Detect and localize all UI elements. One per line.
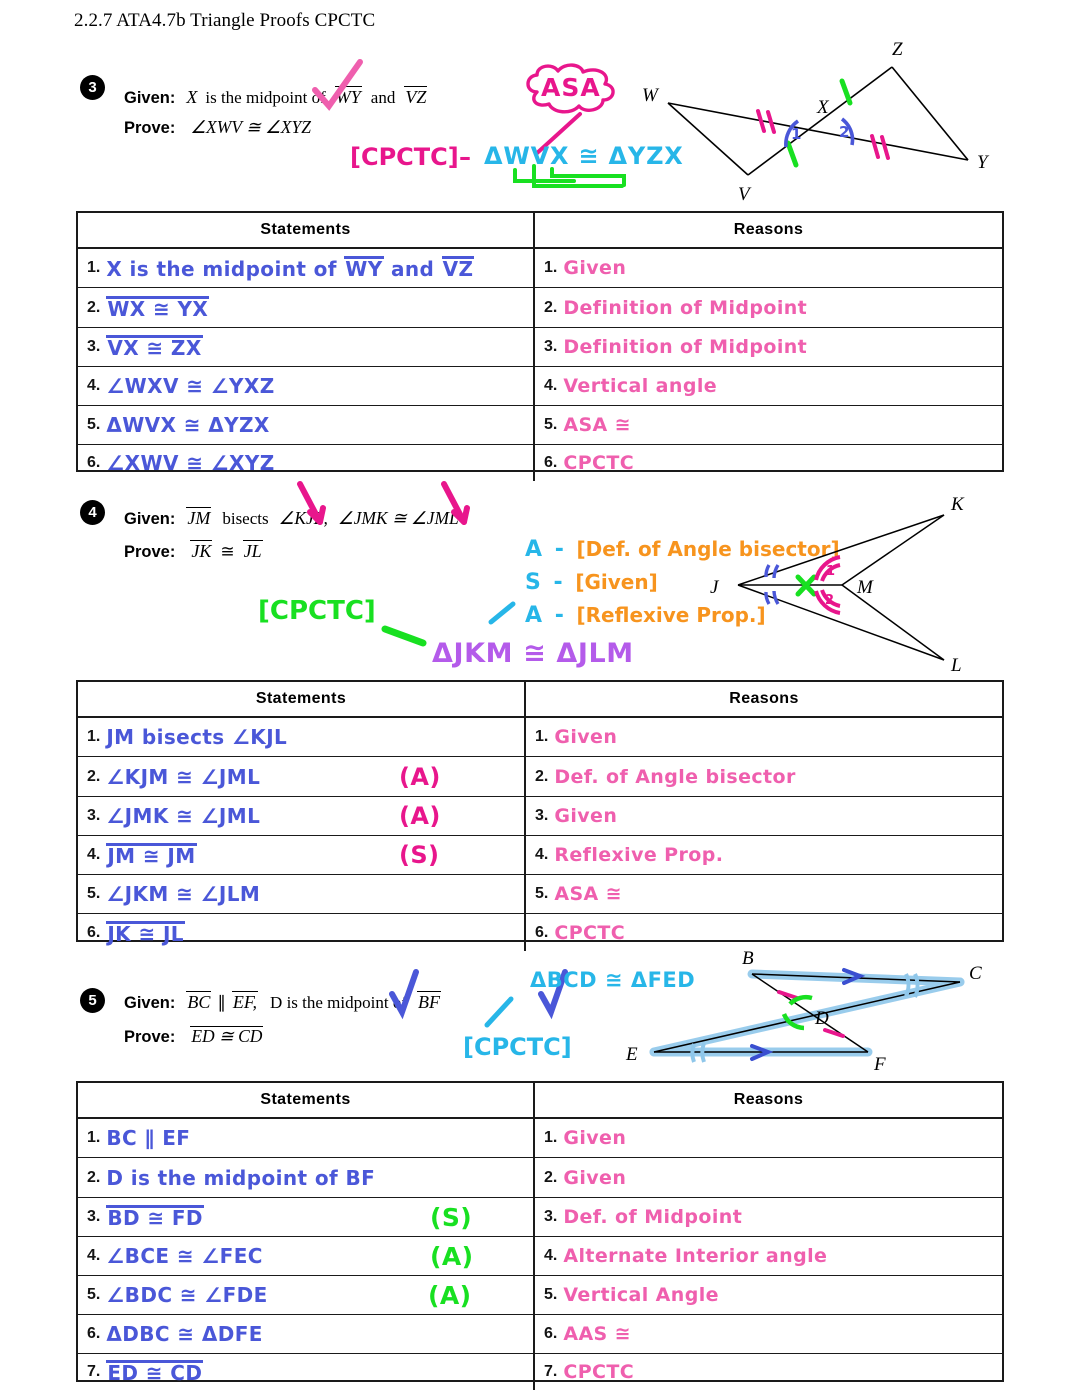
congruence-statement-5: ΔBCD ≅ ΔFED <box>530 968 696 992</box>
table-row <box>78 1315 1002 1354</box>
problem-3-given <box>124 86 427 108</box>
statement-text: D is the midpoint of BF <box>106 1165 376 1190</box>
statement-text: ∠BCE ≅ ∠FEC <box>106 1244 263 1268</box>
reason-number: 2. <box>544 1168 558 1186</box>
table-row <box>78 757 1002 797</box>
problem-number-3: 3 <box>80 75 105 100</box>
statement-text: ΔDBC ≅ ΔDFE <box>106 1322 263 1346</box>
reason-text: Definition of Midpoint <box>563 296 808 319</box>
diagram-problem-4 <box>700 485 1020 675</box>
segment-wy: WY <box>335 87 361 107</box>
reason-text: Given <box>554 726 618 748</box>
asa-reason-1: [Def. of Angle bisector] <box>576 537 840 561</box>
prove-segment-jl: JL <box>243 541 262 561</box>
problem-number-4: 4 <box>80 500 105 525</box>
svg-text:M: M <box>857 577 873 598</box>
segment-vz: VZ <box>405 87 427 107</box>
statement-text: JK ≅ JL <box>107 921 184 946</box>
svg-text:K: K <box>951 494 964 515</box>
statement-number: 3. <box>87 1208 101 1225</box>
congruence-statement-4: ΔJKM ≅ ΔJLM <box>432 638 634 669</box>
statement-text: BD ≅ FD <box>107 1206 203 1231</box>
table-row <box>78 1119 1002 1158</box>
statement-text: VX ≅ ZX <box>107 336 202 361</box>
statement-number: 5. <box>87 416 101 433</box>
problem-4-given <box>124 507 459 529</box>
statement-number: 4. <box>87 377 101 394</box>
reasons-column-header: Reasons <box>733 1091 804 1108</box>
cpctc-tag-5: [CPCTC] <box>463 1033 572 1061</box>
statement-text: JM bisects ∠KJL <box>106 725 288 749</box>
segment-bc: BC <box>187 992 211 1012</box>
table-row <box>78 1158 1002 1198</box>
cpctc-leader-4 <box>383 625 433 651</box>
statement-text: BC ∥ EF <box>106 1126 191 1150</box>
prove-segment-jk: JK <box>191 541 212 561</box>
reason-number: 1. <box>544 259 558 276</box>
segment-ef: EF, <box>232 992 258 1012</box>
proof-table-3 <box>76 211 1004 475</box>
reason-text: CPCTC <box>563 1361 635 1383</box>
statements-column-header: Statements <box>260 1091 351 1108</box>
given-label: Given: <box>124 510 176 528</box>
reason-number: 3. <box>544 338 558 355</box>
statement-number: 6. <box>87 923 101 941</box>
reason-number: 7. <box>544 1363 558 1380</box>
cpctc-dash-3: – <box>459 143 471 171</box>
reason-number: 4. <box>544 377 558 394</box>
reason-text: CPCTC <box>554 921 626 944</box>
statement-number: 3. <box>87 807 101 824</box>
svg-text:1: 1 <box>791 125 802 143</box>
cpctc-tag-4: [CPCTC] <box>258 596 376 626</box>
svg-text:2: 2 <box>825 593 835 608</box>
statement-sas-tag: (S) <box>399 841 440 869</box>
statement-number: 2. <box>87 1168 101 1186</box>
reason-number: 5. <box>544 416 558 433</box>
asa-dash-3: - <box>554 603 564 628</box>
svg-text:D: D <box>815 1008 829 1029</box>
statement-text: ∠BDC ≅ ∠FDE <box>106 1283 268 1307</box>
asa-dash-1: - <box>554 537 564 562</box>
statement-sas-tag: (A) <box>399 762 441 791</box>
statement-number: 3. <box>87 338 101 355</box>
table-row <box>78 836 1002 875</box>
reasons-column-header: Reasons <box>729 690 799 707</box>
given-text-and: and <box>370 88 396 107</box>
svg-text:C: C <box>969 963 982 984</box>
reason-number: 2. <box>535 767 549 785</box>
statement-text: ∠WXV ≅ ∠YXZ <box>106 374 275 398</box>
table-row <box>78 249 1002 288</box>
table-row <box>78 288 1002 328</box>
statement-sas-tag: (S) <box>430 1202 473 1232</box>
cpctc-leader-5 <box>483 995 519 1029</box>
reason-number: 3. <box>535 807 549 824</box>
problem-4-prove: Prove: JK ≅ JL <box>124 541 262 561</box>
reason-number: 4. <box>535 846 549 863</box>
statement-text: ∠KJM ≅ ∠JML <box>106 764 261 789</box>
reason-number: 5. <box>544 1286 558 1303</box>
reason-number: 6. <box>544 1325 558 1342</box>
svg-text:Z: Z <box>892 39 903 60</box>
table-row <box>78 914 1002 951</box>
check-mark-icon <box>440 482 472 528</box>
table-3-header-row <box>78 213 1002 249</box>
diagram-problem-3 <box>620 35 1020 205</box>
svg-text:Y: Y <box>977 152 988 173</box>
reason-text: Vertical angle <box>563 375 718 397</box>
svg-text:1: 1 <box>826 564 836 579</box>
proof-table-5 <box>76 1081 1004 1386</box>
given-angle-kjl: ∠KJL, <box>278 508 328 528</box>
given-text-bisects: bisects <box>222 509 269 528</box>
check-mark-icon <box>310 58 370 120</box>
reason-text: Alternate Interior angle <box>563 1245 828 1267</box>
table-5-header-row <box>78 1083 1002 1119</box>
statement-text: ED ≅ CD <box>107 1361 203 1386</box>
reason-text: ASA ≅ <box>563 414 631 436</box>
statement-number: 6. <box>87 454 101 471</box>
asa-dash-2: - <box>553 570 563 595</box>
table-4-header-row <box>78 682 1002 718</box>
svg-text:V: V <box>738 184 750 205</box>
statements-column-header: Statements <box>260 221 351 238</box>
check-mark-icon <box>388 968 422 1020</box>
statement-sas-tag: (A) <box>428 1280 472 1310</box>
svg-text:X: X <box>817 97 829 118</box>
table-row <box>78 406 1002 445</box>
asa-tick-line <box>487 600 523 626</box>
asa-letter-a1: A <box>525 537 543 562</box>
table-row <box>78 367 1002 406</box>
check-mark-icon <box>296 482 328 528</box>
reason-text: Given <box>563 1127 627 1149</box>
segment-overbar-vz: VZ <box>442 256 474 281</box>
segment-jm: JM <box>187 508 211 528</box>
asa-letter-a2: A <box>525 603 543 628</box>
reasons-column-header: Reasons <box>733 221 804 238</box>
svg-text:L: L <box>951 655 962 676</box>
reason-text: ASA ≅ <box>554 883 622 905</box>
statement-text: WX ≅ YX <box>107 296 209 321</box>
prove-label: Prove: <box>124 543 176 561</box>
asa-reason-2: [Given] <box>575 570 658 594</box>
table-row <box>78 797 1002 836</box>
reason-number: 5. <box>535 885 549 902</box>
svg-text:B: B <box>742 948 754 969</box>
reason-number: 1. <box>544 1129 558 1146</box>
statement-number: 1. <box>87 728 101 745</box>
reason-number: 4. <box>544 1247 558 1264</box>
problem-3-prove <box>124 117 311 138</box>
given-text-midpoint: D is the midpoint of <box>270 993 407 1012</box>
table-row <box>78 1198 1002 1237</box>
svg-text:F: F <box>874 1054 886 1075</box>
asa-letter-s: S <box>525 570 541 595</box>
given-text-x: X <box>186 87 198 107</box>
asa-bubble-label: ASA <box>541 73 601 102</box>
given-text-mid: is the midpoint of <box>205 88 326 107</box>
statement-number: 1. <box>87 1129 101 1146</box>
reason-number: 2. <box>544 298 558 316</box>
asa-line-2 <box>525 570 658 595</box>
statement-number: 4. <box>87 846 101 863</box>
proof-table-4 <box>76 680 1004 946</box>
reason-text: Vertical Angle <box>563 1284 719 1306</box>
problem-5-prove <box>124 1026 263 1047</box>
segment-bf: BF <box>418 992 440 1012</box>
asa-reason-3: [Reflexive Prop.] <box>576 603 766 627</box>
reason-text: Given <box>554 805 618 827</box>
reason-text: AAS ≅ <box>563 1323 631 1345</box>
statement-number: 4. <box>87 1247 101 1264</box>
svg-text:W: W <box>642 85 658 106</box>
parallel-symbol: ∥ <box>217 993 226 1012</box>
table-row <box>78 1354 1002 1390</box>
statement-number: 5. <box>87 1286 101 1303</box>
given-angle-congruence: ∠JMK ≅ ∠JML <box>337 508 459 528</box>
reason-number: 1. <box>535 728 549 745</box>
table-row <box>78 1276 1002 1315</box>
svg-text:E: E <box>626 1044 638 1065</box>
prove-text: ∠XWV ≅ ∠XYZ <box>190 117 311 137</box>
reason-text: Given <box>563 1166 627 1189</box>
reason-text: Given <box>563 257 627 279</box>
reason-text: Reflexive Prop. <box>554 844 724 866</box>
statement-number: 2. <box>87 767 101 785</box>
svg-text:J: J <box>710 577 719 598</box>
statement-number: 6. <box>87 1325 101 1342</box>
given-label: Given: <box>124 994 176 1012</box>
statement-number: 5. <box>87 885 101 902</box>
congruence-statement-3: ΔWVX ≅ ΔYZX <box>484 142 684 170</box>
statement-number: 2. <box>87 298 101 316</box>
reason-number: 6. <box>535 923 549 941</box>
reason-number: 6. <box>544 454 558 471</box>
prove-label: Prove: <box>124 119 176 137</box>
diagram-problem-5 <box>612 948 1012 1080</box>
statements-column-header: Statements <box>255 690 347 707</box>
statement-text: X is the midpoint of WY and VZ <box>106 256 474 281</box>
reason-text: CPCTC <box>563 452 635 474</box>
cpctc-tag-3: [CPCTC] <box>350 143 459 171</box>
prove-label: Prove: <box>124 1028 176 1046</box>
table-row <box>78 1237 1002 1276</box>
given-label: Given: <box>124 89 176 107</box>
statement-text: ∠XWV ≅ ∠XYZ <box>106 451 275 475</box>
statement-text: ΔWVX ≅ ΔYZX <box>106 413 270 437</box>
statement-number: 7. <box>87 1363 101 1380</box>
table-row <box>78 328 1002 367</box>
table-row <box>78 445 1002 481</box>
prove-text: ED ≅ CD <box>191 1026 263 1046</box>
statement-sas-tag: (A) <box>399 802 441 830</box>
svg-text:2: 2 <box>839 123 850 141</box>
table-row <box>78 875 1002 914</box>
reason-text: Def. of Angle bisector <box>554 765 796 788</box>
statement-text: ∠JMK ≅ ∠JML <box>106 804 261 828</box>
statement-sas-tag: (A) <box>430 1241 474 1271</box>
page-title: 2.2.7 ATA4.7b Triangle Proofs CPCTC <box>74 10 376 31</box>
reason-text: Definition of Midpoint <box>563 336 808 358</box>
table-row <box>78 718 1002 757</box>
statement-text: ∠JKM ≅ ∠JLM <box>106 882 261 906</box>
segment-overbar-wy: WY <box>345 256 383 281</box>
statement-text: JM ≅ JM <box>107 844 196 869</box>
statement-number: 1. <box>87 259 101 276</box>
problem-number-5: 5 <box>80 988 105 1013</box>
reason-text: Def. of Midpoint <box>563 1206 743 1228</box>
reason-number: 3. <box>544 1208 558 1225</box>
